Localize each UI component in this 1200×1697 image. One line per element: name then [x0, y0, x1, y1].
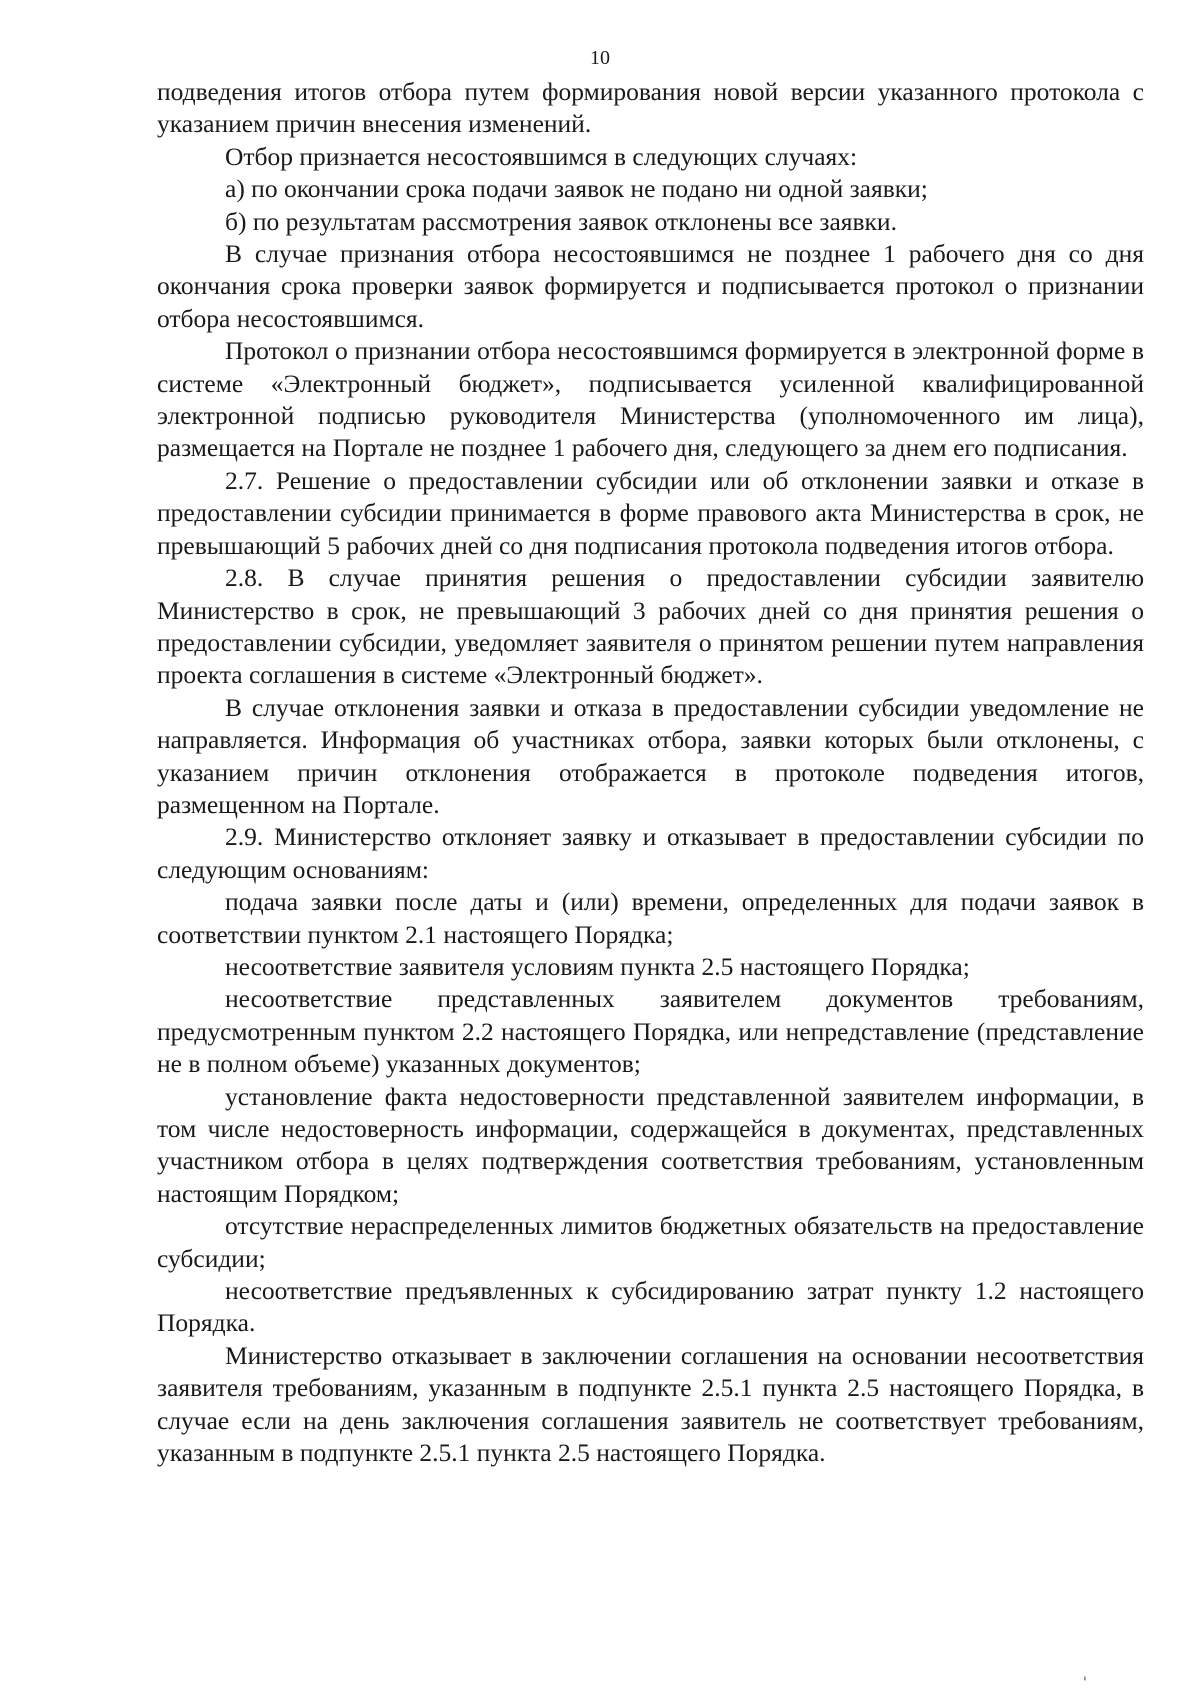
list-item-a: а) по окончании срока подачи заявок не подано ни одной заявки; — [225, 174, 928, 204]
scan-mark: ' — [1083, 1675, 1087, 1691]
ground-costs-mismatch: несоответствие предъявленных к субсидированию затрат пункту 1.2 настоящего Порядка. — [157, 1276, 1144, 1338]
paragraph-failure-protocol-form: Протокол о признании отбора несостоявшимся формируется в электронной форме в системе «Электронный бюджет», подписывается усиленной квалифицированной электронной подписью руководителя Министерства (уполномоченного им лица), размещается на Портале не позднее 1 рабочего дня, следующего за днем его подписания. — [157, 336, 1144, 463]
ground-no-budget-limits: отсутствие нераспределенных лимитов бюджетных обязательств на предоставление субсидии; — [157, 1211, 1144, 1273]
ground-conditions-mismatch: несоответствие заявителя условиям пункта 2.5 настоящего Порядка; — [225, 951, 970, 981]
ground-documents-mismatch: несоответствие представленных заявителем документов требованиям, предусмотренным пунктом 2.2 настоящего Порядка, или непредставление (представление не в полном объеме) указанных документов; — [157, 984, 1144, 1079]
paragraph-failure-protocol-deadline: В случае признания отбора несостоявшимся не позднее 1 рабочего дня со дня окончания срока проверки заявок формируется и подписывается протокол о признании отбора несостоявшимся. — [157, 239, 1144, 333]
paragraph-failure-cases-intro: Отбор признается несостоявшимся в следующих случаях: — [225, 141, 858, 171]
ground-late-submission: подача заявки после даты и (или) времени, определенных для подачи заявок в соответствии пунктом 2.1 настоящего Порядка; — [157, 887, 1144, 949]
clause-2-7: 2.7. Решение о предоставлении субсидии или об отклонении заявки и отказе в предоставлении субсидии принимается в форме правового акта Министерства в срок, не превышающий 5 рабочих дней со дня подписания протокола подведения итогов отбора. — [157, 465, 1144, 560]
paragraph-rejection-notice: В случае отклонения заявки и отказа в предоставлении субсидии уведомление не направляется. Информация об участниках отбора, заявки которых были отклонены, с указанием причин отклонения отображается в протоколе подведения итогов, размещенном на Портале. — [157, 692, 1144, 819]
page-number: 10 — [590, 47, 610, 69]
paragraph-continuation: подведения итогов отбора путем формирования новой версии указанного протокола с указанием причин внесения изменений. — [157, 77, 1144, 139]
ground-false-information: установление факта недостоверности представленной заявителем информации, в том числе недостоверность информации, содержащейся в документах, представленных участником отбора в целях подтверждения соответствия требованиям, установленным настоящим Порядком; — [157, 1081, 1144, 1208]
document-body — [157, 76, 1144, 1469]
clause-2-9: 2.9. Министерство отклоняет заявку и отказывает в предоставлении субсидии по следующим основаниям: — [157, 822, 1144, 884]
list-item-b: б) по результатам рассмотрения заявок отклонены все заявки. — [225, 206, 897, 236]
clause-2-8: 2.8. В случае принятия решения о предоставлении субсидии заявителю Министерство в срок, не превышающий 3 рабочих дней со дня принятия решения о предоставлении субсидии, уведомляет заявителя о принятом решении путем направления проекта соглашения в системе «Электронный бюджет». — [157, 563, 1144, 690]
paragraph-agreement-refusal: Министерство отказывает в заключении соглашения на основании несоответствия заявителя требованиям, указанным в подпункте 2.5.1 пункта 2.5 настоящего Порядка, в случае если на день заключения соглашения заявитель не соответствует требованиям, указанным в подпункте 2.5.1 пункта 2.5 настоящего Порядка. — [157, 1340, 1144, 1468]
